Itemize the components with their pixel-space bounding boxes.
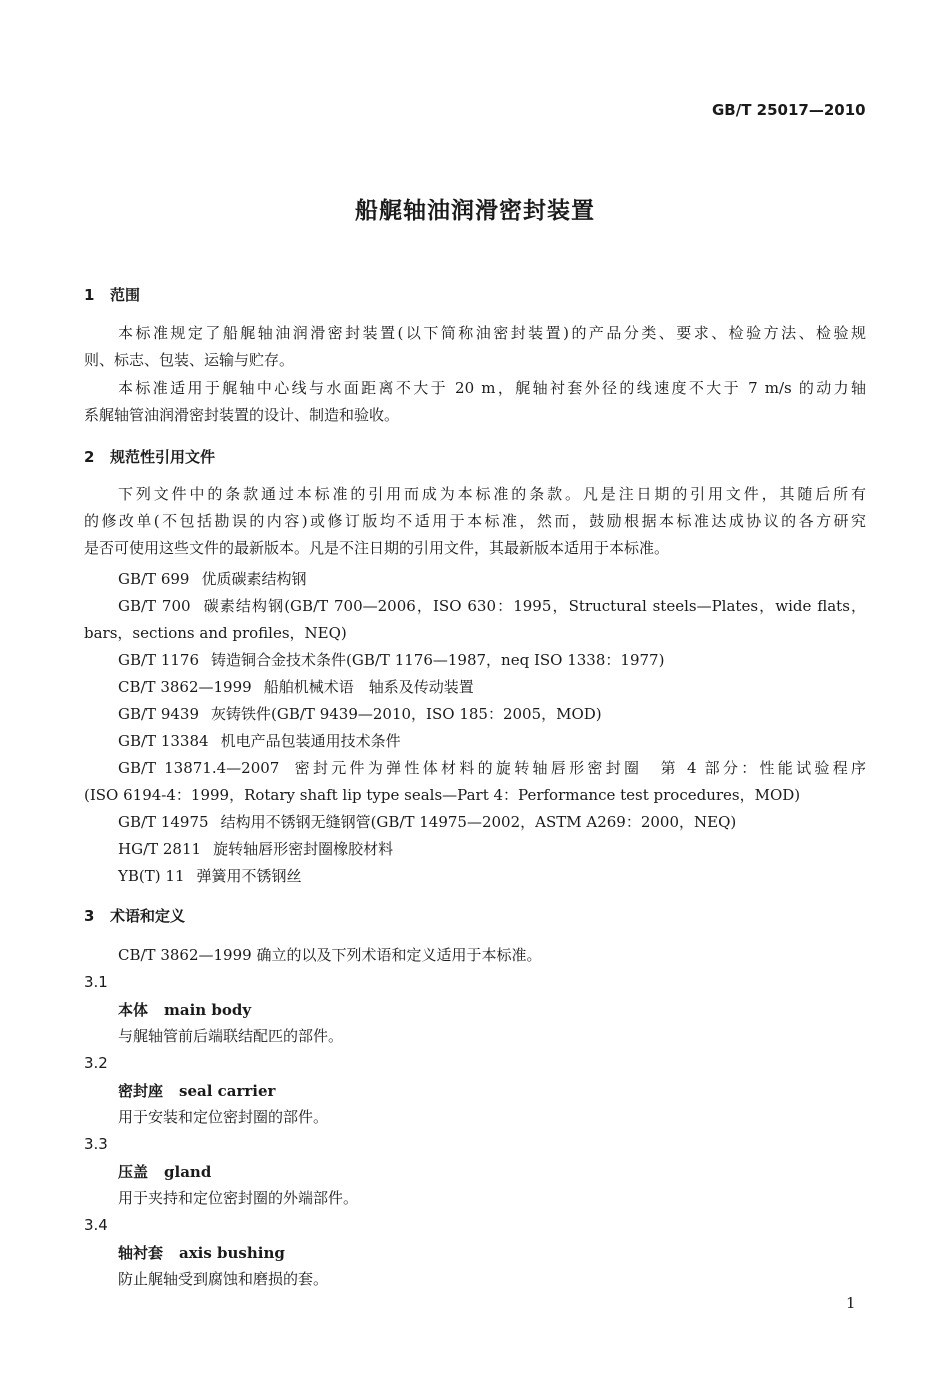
term-definition: 用于安装和定位密封圈的部件。 [118,1108,329,1126]
paragraph-line: 是否可使用这些文件的最新版本。凡是不注日期的引用文件，其最新版本适用于本标准。 [84,539,670,557]
paragraph-line: 下列文件中的条款通过本标准的引用而成为本标准的条款。凡是注日期的引用文件，其随后所有 [118,485,866,503]
term-name [118,999,251,1020]
paragraph-line: 的修改单(不包括勘误的内容)或修订版均不适用于本标准，然而，鼓励根据本标准达成协议的各方研究 [84,512,866,530]
term-definition: 用于夹持和定位密封圈的外端部件。 [118,1189,359,1207]
term-name [118,1161,211,1182]
reference-code: HG/T 2811 [118,840,202,858]
section-number: 2 [84,448,95,466]
term-definition: 防止艉轴受到腐蚀和磨损的套。 [118,1270,329,1288]
term-number: 3.2 [84,1054,108,1072]
standard-number: GB/T 25017—2010 [712,101,866,119]
reference-title: 结构用不锈钢无缝钢管(GB/T 14975—2002，ASTM A269：2000，NEQ) [220,813,737,831]
paragraph-line: 本标准适用于艉轴中心线与水面距离不大于 20 m，艉轴衬套外径的线速度不大于 7 m/s 的动力轴 [118,379,866,397]
section-title: 术语和定义 [110,907,186,925]
term-en: main body [164,1001,252,1019]
term-number: 3.3 [84,1135,108,1153]
term-en: seal carrier [179,1082,276,1100]
reference-title: 旋转轴唇形密封圈橡胶材料 [213,840,394,858]
reference-title: 优质碳素结构钢 [201,570,307,588]
reference-continuation: (ISO 6194-4：1999，Rotary shaft lip type seals—Part 4：Performance test procedures，MOD) [84,786,801,804]
reference-item [118,568,306,589]
term-en: gland [164,1163,212,1181]
reference-title: 密封元件为弹性体材料的旋转轴唇形密封圈 第 4 部分：性能试验程序 [291,759,866,777]
paragraph-line: 则、标志、包装、运输与贮存。 [84,351,295,369]
paragraph-line: CB/T 3862—1999 确立的以及下列术语和定义适用于本标准。 [118,946,542,964]
reference-title: 船舶机械术语 轴系及传动装置 [263,678,474,696]
term-number: 3.4 [84,1216,108,1234]
reference-code: GB/T 13871.4—2007 [118,759,280,777]
reference-title: 碳素结构钢(GB/T 700—2006，ISO 630：1995，Structural steels—Plates，wide flats， [202,597,866,615]
section-number: 3 [84,907,95,925]
term-zh: 本体 [118,1001,149,1019]
term-name [118,1242,285,1263]
term-name [118,1080,275,1101]
term-definition: 与艉轴管前后端联结配匹的部件。 [118,1027,344,1045]
reference-code: CB/T 3862—1999 [118,678,252,696]
reference-title: 铸造铜合金技术条件(GB/T 1176—1987，neq ISO 1338：1977) [211,651,665,669]
document-title: 船艉轴油润滑密封装置 [355,198,595,224]
reference-code: GB/T 13384 [118,732,209,750]
reference-item [118,730,401,751]
page-number: 1 [846,1294,856,1312]
reference-item [118,595,866,616]
reference-item [118,838,393,859]
reference-code: GB/T 700 [118,597,191,615]
reference-code: GB/T 699 [118,570,190,588]
section-number: 1 [84,286,95,304]
reference-item [118,703,602,724]
reference-item [118,676,474,697]
section-title: 规范性引用文件 [110,448,216,466]
section-title: 范围 [110,286,141,304]
section-3-heading [84,905,185,926]
paragraph-line: 本标准规定了船艉轴油润滑密封装置(以下简称油密封装置)的产品分类、要求、检验方法、检验规 [118,324,866,342]
reference-continuation: bars，sections and profiles，NEQ) [84,624,347,642]
reference-code: GB/T 1176 [118,651,200,669]
term-zh: 密封座 [118,1082,164,1100]
term-en: axis bushing [179,1244,285,1262]
term-zh: 压盖 [118,1163,149,1181]
reference-item [118,865,302,886]
reference-item [118,811,736,832]
reference-title: 机电产品包装通用技术条件 [220,732,401,750]
reference-item [118,757,866,778]
reference-item [118,649,664,670]
paragraph-line: 系艉轴管油润滑密封装置的设计、制造和验收。 [84,406,400,424]
reference-title: 灰铸铁件(GB/T 9439—2010，ISO 185：2005，MOD) [211,705,602,723]
section-1-heading [84,284,140,305]
term-number: 3.1 [84,973,108,991]
term-zh: 轴衬套 [118,1244,164,1262]
section-2-heading [84,446,215,467]
reference-code: GB/T 9439 [118,705,200,723]
reference-code: GB/T 14975 [118,813,209,831]
reference-title: 弹簧用不锈钢丝 [196,867,302,885]
reference-code: YB(T) 11 [118,867,185,885]
